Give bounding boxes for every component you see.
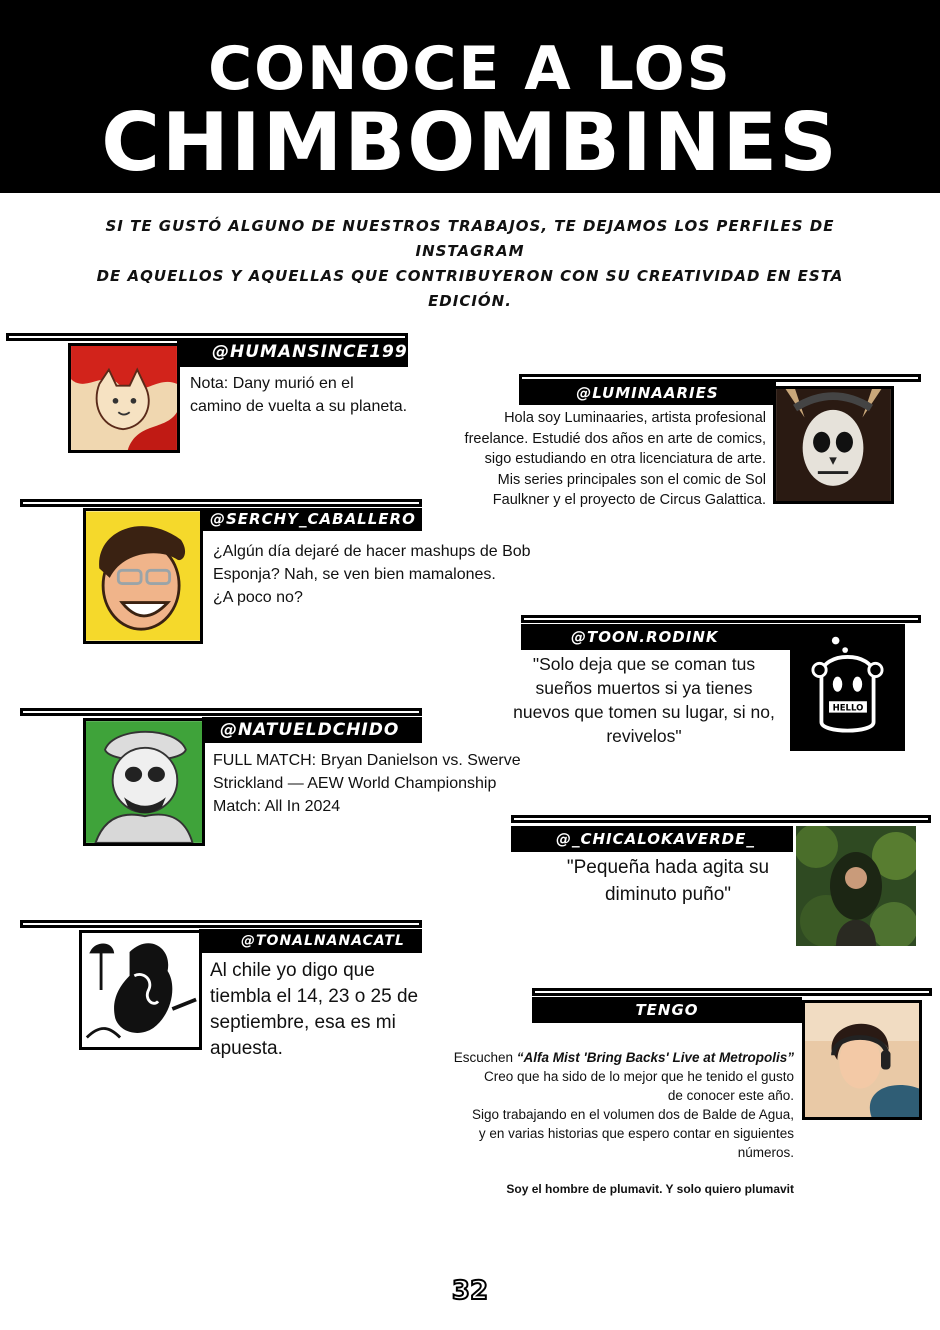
avatar xyxy=(802,1000,922,1120)
divider-rule xyxy=(20,708,422,716)
avatar xyxy=(79,930,202,1050)
bio-line: sigo estudiando en otra licenciatura de arte. xyxy=(484,451,766,467)
avatar xyxy=(83,718,205,846)
divider-rule xyxy=(20,920,422,928)
instagram-handle[interactable]: @LUMINAARIES xyxy=(519,382,776,405)
bio-line: Hola soy Luminaaries, artista profesional xyxy=(504,410,766,426)
skeleton-illustration-icon xyxy=(86,721,202,843)
page-header xyxy=(0,0,940,193)
avatar xyxy=(68,343,180,453)
album-title: “Alfa Mist 'Bring Backs' Live at Metropolis” xyxy=(516,1050,794,1065)
bio-line: diminuto puño" xyxy=(604,884,732,905)
avatar xyxy=(773,386,894,504)
cartoon-boy-icon xyxy=(86,511,200,641)
instagram-handle[interactable]: @NATUELDCHIDO xyxy=(202,717,422,743)
title-line-1: CONOCE A LOS xyxy=(208,34,732,104)
bio-line: Al chile yo digo que xyxy=(210,960,375,981)
bio-line: tiembla el 14, 23 o 25 de xyxy=(210,986,419,1007)
bio-line: Nota: Dany murió en el xyxy=(190,375,354,392)
bio-line xyxy=(440,1048,794,1067)
bio-line: Creo que ha sido de lo mejor que he tenido el gusto xyxy=(484,1069,794,1084)
instagram-handle[interactable]: @TONALNANACATL xyxy=(199,929,422,953)
bio-line: Mis series principales son el comic de Sol xyxy=(497,471,766,488)
forest-portrait-icon xyxy=(796,826,916,946)
cat-illustration-icon xyxy=(71,346,177,450)
bio-line: y en varias historias que espero contar en siguientes xyxy=(478,1126,794,1141)
hello-label: HELLO xyxy=(832,703,864,714)
bio-line: "Pequeña hada agita su xyxy=(566,857,770,878)
instagram-handle[interactable]: @_CHICALOKAVERDE_ xyxy=(511,826,793,852)
headphones-portrait-icon xyxy=(805,1003,919,1117)
bio-line: Faulkner y el proyecto de Circus Galattica. xyxy=(492,492,766,508)
bio-text xyxy=(540,854,796,908)
bio-line: Sigo trabajando en el volumen dos de Balde de Agua, xyxy=(472,1107,794,1122)
divider-rule xyxy=(521,615,921,623)
bio-line: ¿Algún día dejaré de hacer mashups de Bob xyxy=(213,543,531,560)
bio-line: sueños muertos si ya tienes xyxy=(535,678,753,698)
bio-line: FULL MATCH: Bryan Danielson vs. Swerve xyxy=(213,752,521,769)
instagram-handle[interactable]: @HUMANSINCE1999 xyxy=(177,338,408,367)
bio-text xyxy=(213,540,543,609)
ghost-hello-icon xyxy=(793,627,902,748)
bio-text xyxy=(210,958,470,1062)
bio-footnote: Soy el hombre de plumavit. Y solo quiero plumavit xyxy=(506,1182,794,1196)
divider-rule xyxy=(519,374,921,382)
bio-line: nuevos que tomen su lugar, si no, xyxy=(513,702,775,722)
bio-line: ¿A poco no? xyxy=(213,589,303,606)
divider-rule xyxy=(511,815,931,823)
bio-line: "Solo deja que se coman tus xyxy=(532,654,756,674)
bio-line: camino de vuelta a su planeta. xyxy=(190,398,408,415)
instagram-handle[interactable]: @TOON.RODINK xyxy=(521,624,793,650)
skull-portrait-icon xyxy=(776,389,891,501)
bio-line: de conocer este año. xyxy=(667,1088,794,1103)
bio-text xyxy=(440,408,766,511)
instagram-handle[interactable]: @SERCHY_CABALLERO xyxy=(200,508,422,531)
avatar xyxy=(796,826,916,946)
page-number: 32 xyxy=(451,1276,489,1306)
bio-line: freelance. Estudié dos años en arte de comics, xyxy=(464,430,766,447)
bio-line: Match: All In 2024 xyxy=(213,798,341,815)
bio-line: Esponja? Nah, se ven bien mamalones. xyxy=(213,566,496,583)
bio-prefix: Escuchen xyxy=(453,1050,517,1065)
bio-line: números. xyxy=(737,1145,794,1160)
divider-rule xyxy=(20,499,422,507)
profile-handle[interactable]: TENGO xyxy=(532,997,802,1023)
mushroom-creature-icon xyxy=(82,933,199,1047)
divider-rule xyxy=(532,988,932,996)
intro-line-2: DE AQUELLOS Y AQUELLAS QUE CONTRIBUYERON CON SU CREATIVIDAD EN ESTA EDICIÓN. xyxy=(96,267,844,310)
bio-text xyxy=(190,372,470,418)
title-line-2: CHIMBOMBINES xyxy=(101,96,839,189)
intro-text xyxy=(60,214,880,314)
avatar xyxy=(790,624,905,751)
bio-line: Strickland — AEW World Championship xyxy=(213,775,497,792)
avatar xyxy=(83,508,203,644)
bio-line: revivelos" xyxy=(606,726,682,746)
bio-text xyxy=(213,749,543,818)
bio-text xyxy=(508,652,780,748)
bio-line: septiembre, esa es mi xyxy=(210,1012,396,1033)
bio-line: apuesta. xyxy=(210,1038,283,1059)
bio-text xyxy=(440,1048,794,1162)
intro-line-1: SI TE GUSTÓ ALGUNO DE NUESTROS TRABAJOS, TE DEJAMOS LOS PERFILES DE INSTAGRAM xyxy=(105,217,835,260)
